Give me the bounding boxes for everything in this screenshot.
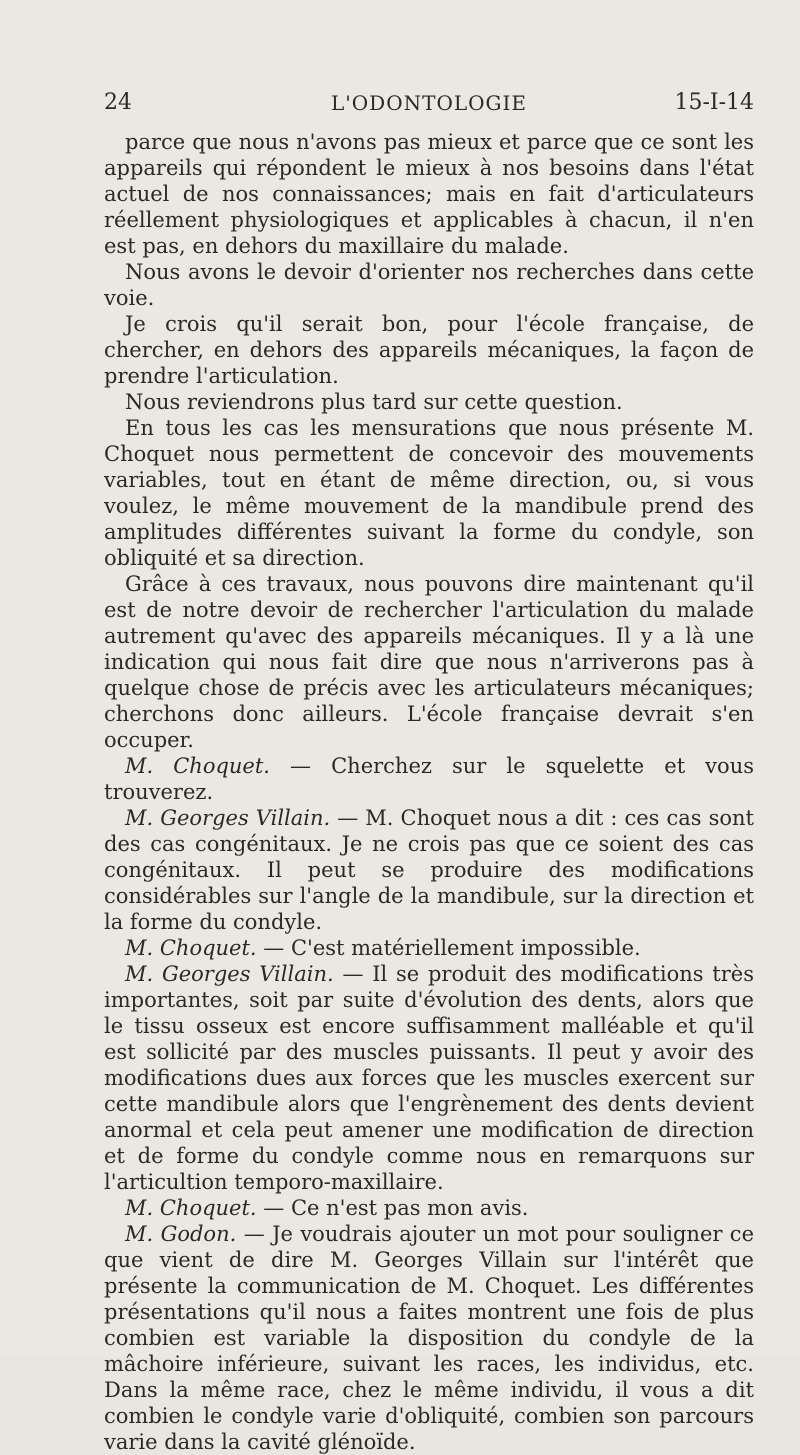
paragraph-text: Nous reviendrons plus tard sur cette question. bbox=[125, 390, 623, 414]
speaker-name: M. Georges Villain. bbox=[125, 962, 334, 986]
speaker-name: M. Godon. bbox=[125, 1222, 237, 1246]
paragraph bbox=[104, 259, 754, 311]
paragraph bbox=[104, 753, 754, 805]
page-number: 24 bbox=[104, 90, 132, 115]
paragraph-text: Je crois qu'il serait bon, pour l'école française, de chercher, en dehors des appareils mécaniques, la façon de prendre l'articulation. bbox=[104, 312, 754, 388]
paragraph bbox=[104, 311, 754, 389]
paragraph bbox=[104, 415, 754, 571]
paragraph bbox=[104, 1195, 754, 1221]
speaker-name: M. Choquet. bbox=[125, 936, 257, 960]
paragraph-text: En tous les cas les mensurations que nous présente M. Choquet nous permettent de concevoir des mouvements variables, tout en étant de même direction, ou, si vous voulez, le même mouvement de la mandibule prend des amplitudes différentes suivant la forme du condyle, son obliquité et sa direction. bbox=[104, 416, 754, 570]
issue-date: 15-I-14 bbox=[674, 90, 754, 115]
paragraph-text: Grâce à ces travaux, nous pouvons dire maintenant qu'il est de notre devoir de rechercher l'articulation du malade autrement qu'avec des appareils mécaniques. Il y a là une indication qui nous fait dire que nous n'arriverons pas à quelque chose de précis avec les articulateurs mécaniques; cherchons donc ailleurs. L'école française devrait s'en occuper. bbox=[104, 572, 754, 752]
paragraph-text: parce que nous n'avons pas mieux et parce que ce sont les appareils qui répondent le mieux à nos besoins dans l'état actuel de nos connaissances; mais en fait d'articulateurs réellement physiologiques et applicables à chacun, il n'en est pas, en dehors du maxillaire du malade. bbox=[104, 130, 754, 258]
paragraph bbox=[104, 805, 754, 935]
paragraph-text: — Il se produit des modifications très importantes, soit par suite d'évolution des dents, alors que le tissu osseux est encore suffisamment malléable et qu'il est sollicité par des muscles puissants. Il peut y avoir des modifications dues aux forces que les muscles exercent sur cette mandibule alors que l'engrènement des dents devient anormal et cela peut amener une modification de direction et de forme du condyle comme nous en remarquons sur l'articultion temporo-maxillaire. bbox=[104, 962, 754, 1194]
paragraph bbox=[104, 935, 754, 961]
paragraph bbox=[104, 389, 754, 415]
paragraph-text: — C'est matériellement impossible. bbox=[263, 936, 641, 960]
speaker-name: M. Georges Villain. bbox=[125, 806, 331, 830]
running-header bbox=[104, 88, 754, 118]
journal-title: L'ODONTOLOGIE bbox=[331, 91, 527, 115]
paragraph-text: — Cherchez sur le squelette et vous trouverez. bbox=[104, 754, 754, 804]
body-text bbox=[104, 129, 754, 1455]
paragraph bbox=[104, 961, 754, 1195]
paragraph-text: — M. Choquet nous a dit : ces cas sont des cas congénitaux. Je ne crois pas que ce soient des cas congénitaux. Il peut se produire des modifications considérables sur l'angle de la mandibule, sur la direction et la forme du condyle. bbox=[104, 806, 754, 934]
paragraph bbox=[104, 1221, 754, 1455]
paragraph-text: Nous avons le devoir d'orienter nos recherches dans cette voie. bbox=[104, 260, 754, 310]
paragraph-text: — Ce n'est pas mon avis. bbox=[263, 1196, 529, 1220]
paragraph-text: — Je voudrais ajouter un mot pour souligner ce que vient de dire M. Georges Villain sur l'intérêt que présente la communication de M. Choquet. Les différentes présentations qu'il nous a faites montrent une fois de plus combien est variable la disposition du condyle de la mâchoire inférieure, suivant les races, les individus, etc. Dans la même race, chez le même individu, il vous a dit combien le condyle varie d'obliquité, combien son parcours varie dans la cavité glénoïde. bbox=[104, 1222, 754, 1454]
speaker-name: M. Choquet. bbox=[125, 754, 270, 778]
speaker-name: M. Choquet. bbox=[125, 1196, 257, 1220]
paragraph bbox=[104, 129, 754, 259]
paragraph bbox=[104, 571, 754, 753]
